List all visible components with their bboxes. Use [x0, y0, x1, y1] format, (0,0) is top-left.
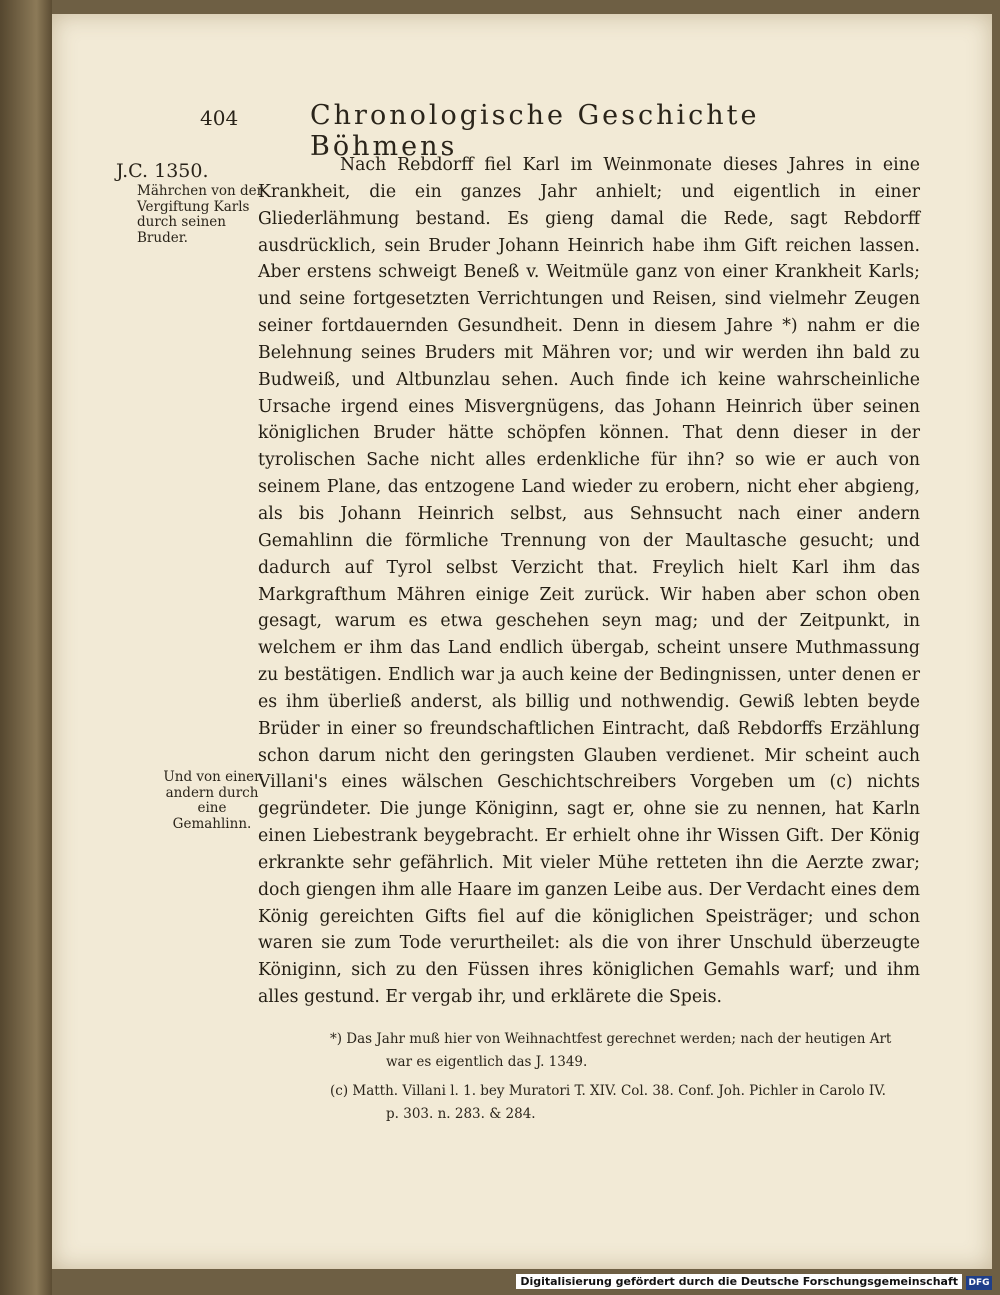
footnotes	[330, 1028, 942, 1126]
footnote-star	[330, 1028, 942, 1074]
dfg-logo: DFG	[966, 1276, 992, 1290]
book-spine-edge	[0, 0, 52, 1295]
page-header	[200, 96, 900, 162]
digitization-credit: Digitalisierung gefördert durch die Deutsche Forschungsgemeinschaft	[516, 1274, 962, 1289]
page-number: 404	[200, 106, 239, 130]
main-text	[258, 152, 920, 1011]
footnote-star-line-2: war es eigentlich das J. 1349.	[386, 1054, 588, 1070]
footnote-c-line-2: p. 303. n. 283. & 284.	[386, 1106, 536, 1122]
margin-note-poison-brother: Mährchen von der Vergiftung Karls durch seinen Bruder.	[137, 183, 264, 246]
running-title: Chronologische Geschichte Böhmens	[310, 100, 760, 162]
margin-year: J.C. 1350.	[116, 160, 209, 182]
footnote-star-line-1: *) Das Jahr muß hier von Weihnachtfest gerechnet werden; nach der heutigen Art	[330, 1031, 892, 1047]
footnote-c-line-1: (c) Matth. Villani l. 1. bey Muratori T. XIV. Col. 38. Conf. Joh. Pichler in Carolo IV.	[330, 1083, 886, 1099]
margin-note-poison-wife: Und von einer andern durch eine Gemahlinn.	[163, 769, 261, 832]
body-paragraph: Nach Rebdorff fiel Karl im Weinmonate dieses Jahres in eine Krankheit, die ein ganzes Jahr anhielt; und eigentlich in einer Gliederlähmung bestand. Es gieng damal die Rede, sagt Rebdorff ausdrücklich, sein Bruder Johann Heinrich habe ihm Gift reichen lassen. Aber erstens schweigt Beneß v. Weitmüle ganz von einer Krankheit Karls; und seine fortgesetzten Verrichtungen und Reisen, sind vielmehr Zeugen seiner fortdauernden Gesundheit. Denn in diesem Jahre *) nahm er die Belehnung seines Bruders mit Mähren vor; und wir werden ihn bald zu Budweiß, und Altbunzlau sehen. Auch finde ich keine wahrscheinliche Ursache irgend eines Misvergnügens, das Johann Heinrich über seinen königlichen Bruder hätte schöpfen können. That denn dieser in der tyrolischen Sache nicht alles erdenkliche für ihn? so wie er auch von seinem Plane, das entzogene Land wieder zu erobern, nicht eher abgieng, als bis Johann Heinrich selbst, aus Sehnsucht nach einer andern Gemahlinn die förmliche Trennung von der Maultasche gesucht; und dadurch auf Tyrol selbst Verzicht that. Freylich hielt Karl ihm das Markgrafthum Mähren einige Zeit zurück. Wir haben aber schon oben gesagt, warum es etwa geschehen seyn mag; und der Zeitpunkt, in welchem er ihm das Land endlich übergab, scheint unsere Muthmassung zu bestätigen. Endlich war ja auch keine der Bedingnissen, unter denen er es ihm überließ anderst, als billig und nothwendig. Gewiß lebten beyde Brüder in einer so freundschaftlichen Eintracht, daß Rebdorffs Erzählung schon darum nicht den geringsten Glauben verdienet. Mir scheint auch Villani's eines wälschen Geschichtschreibers Vorgeben um (c) nichts gegründeter. Die junge Königinn, sagt er, ohne sie zu nennen, hat Karln einen Liebestrank beygebracht. Er erhielt ohne ihr Wissen Gift. Der König erkrankte sehr gefährlich. Mit vieler Mühe retteten ihn die Aerzte zwar; doch giengen ihm alle Haare im ganzen Leibe aus. Der Verdacht eines dem König gereichten Gifts fiel auf die königlichen Speisträger; und schon waren sie zum Tode verurtheilet: als die von ihrer Unschuld überzeugte Königinn, sich zu den Füssen ihres königlichen Gemahls warf; und ihm alles gestund. Er vergab ihr, und erklärete die Speis.	[258, 155, 920, 1008]
footnote-c	[330, 1080, 942, 1126]
